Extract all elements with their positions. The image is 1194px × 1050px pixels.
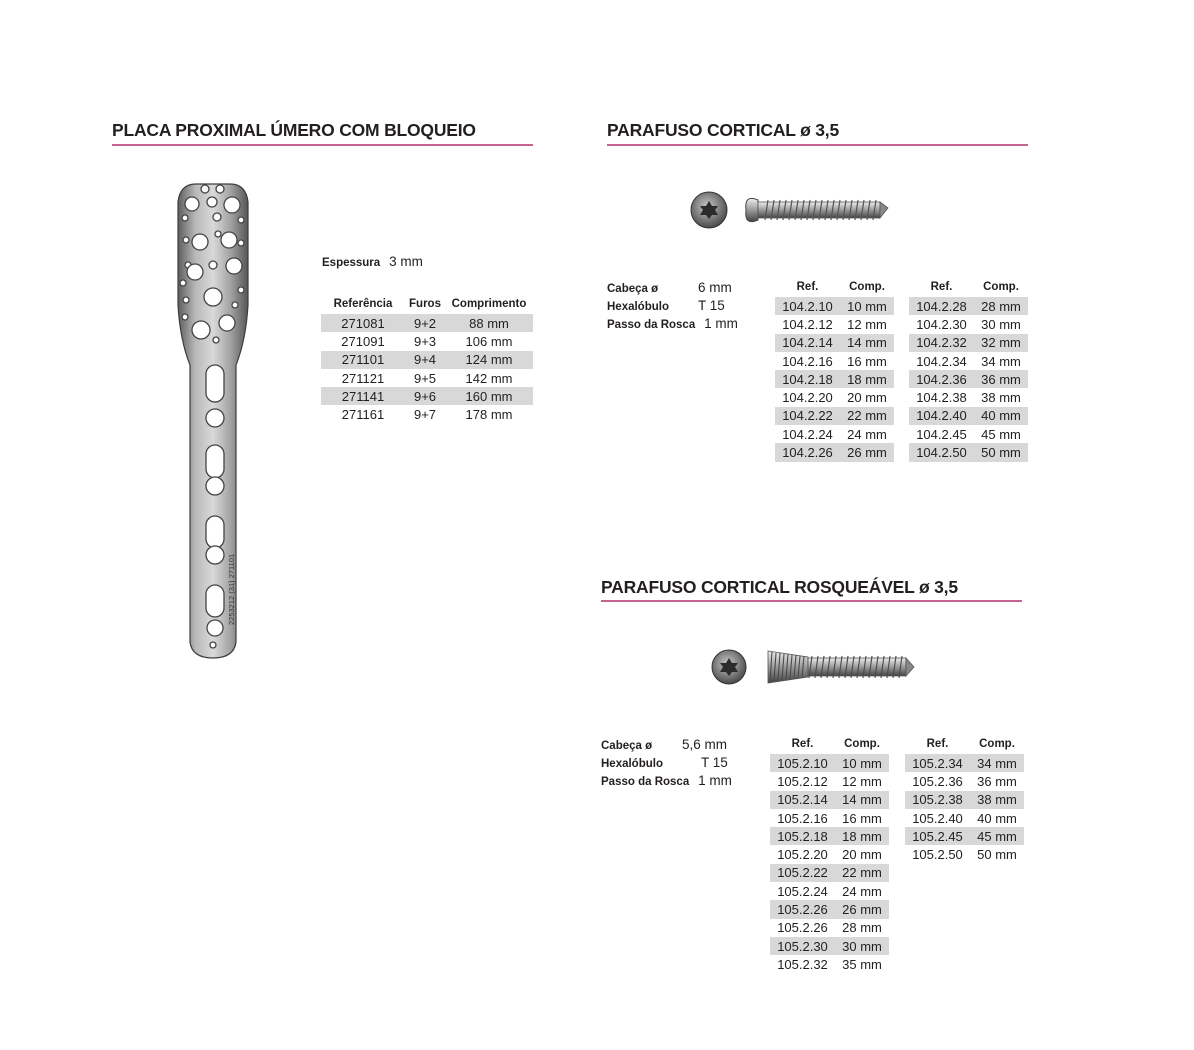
length-cell: 24 mm [847, 426, 887, 442]
holes-cell: 9+2 [405, 314, 445, 332]
length-cell: 34 mm [981, 353, 1021, 369]
length-cell: 106 mm [465, 333, 513, 349]
table-row [321, 351, 533, 369]
length-cell: 16 mm [847, 353, 887, 369]
table-row [321, 405, 533, 423]
cortical-screw-image [688, 188, 893, 234]
table-row [775, 370, 894, 388]
col-header-ref: Ref. [930, 281, 953, 293]
length-cell: 16 mm [842, 810, 882, 826]
ref-cell: 104.2.38 [916, 390, 967, 406]
thickness-label: Espessura [322, 257, 381, 269]
spec-label: Cabeça ø [607, 283, 659, 295]
length-cell: 30 mm [981, 316, 1021, 332]
length-cell: 26 mm [835, 900, 889, 918]
length-cell: 32 mm [974, 334, 1028, 352]
ref-cell: 104.2.10 [775, 297, 840, 315]
plate-thickness [322, 253, 423, 272]
table-row [770, 772, 889, 790]
table-row [775, 315, 894, 333]
length-cell: 36 mm [977, 773, 1017, 789]
spec-label: Hexalóbulo [607, 301, 669, 313]
locking-plate-image [168, 180, 258, 665]
ref-cell: 104.2.26 [775, 443, 840, 461]
spec-label: Passo da Rosca [601, 776, 690, 788]
length-cell: 10 mm [835, 754, 889, 772]
table-row [770, 900, 889, 918]
length-cell: 20 mm [842, 847, 882, 863]
table-row [909, 334, 1028, 352]
length-cell: 12 mm [842, 773, 882, 789]
ref-cell: 271081 [321, 314, 405, 332]
table-row [770, 864, 889, 882]
length-cell: 18 mm [835, 827, 889, 845]
length-cell: 14 mm [840, 334, 894, 352]
ref-cell: 104.2.45 [916, 426, 967, 442]
length-cell: 142 mm [465, 370, 513, 386]
ref-cell: 104.2.22 [775, 407, 840, 425]
ref-cell: 104.2.50 [909, 443, 974, 461]
table-row [770, 827, 889, 845]
table-row [909, 407, 1028, 425]
length-cell: 22 mm [835, 864, 889, 882]
ref-cell: 105.2.24 [777, 883, 828, 899]
length-cell: 50 mm [977, 847, 1017, 863]
threaded-section-title: PARAFUSO CORTICAL ROSQUEÁVEL ø 3,5 [601, 577, 958, 597]
spec-label: Passo da Rosca [607, 319, 696, 331]
ref-cell: 105.2.12 [777, 773, 828, 789]
length-cell: 35 mm [842, 956, 882, 972]
length-cell: 18 mm [840, 370, 894, 388]
ref-cell: 105.2.38 [905, 791, 970, 809]
cortical-section-title: PARAFUSO CORTICAL ø 3,5 [607, 120, 839, 140]
table-row [321, 314, 533, 332]
holes-cell: 9+4 [405, 351, 445, 369]
ref-cell: 104.2.28 [909, 297, 974, 315]
col-header-furos: Furos [409, 298, 441, 310]
ref-cell: 271091 [341, 333, 385, 349]
ref-cell: 271101 [321, 351, 405, 369]
ref-cell: 271161 [341, 407, 385, 423]
table-row [775, 352, 894, 370]
plate-title-rule [112, 144, 533, 146]
ref-cell: 105.2.30 [770, 937, 835, 955]
table-row [909, 388, 1028, 406]
ref-cell: 104.2.32 [909, 334, 974, 352]
ref-cell: 105.2.26 [777, 920, 828, 936]
table-row [909, 425, 1028, 443]
spec-value: T 15 [698, 298, 725, 313]
plate-engraving: 2253212 (31) 271101 [227, 553, 236, 625]
ref-cell: 104.2.30 [916, 316, 967, 332]
table-row [905, 809, 1024, 827]
spec-value: T 15 [701, 755, 728, 770]
length-cell: 10 mm [840, 297, 894, 315]
length-cell: 40 mm [974, 407, 1028, 425]
length-cell: 50 mm [974, 443, 1028, 461]
ref-cell: 105.2.10 [770, 754, 835, 772]
threaded-table-2 [905, 734, 1024, 864]
ref-cell: 104.2.36 [909, 370, 974, 388]
table-row [905, 772, 1024, 790]
cortical-spec-hexalobe [607, 297, 725, 316]
spec-label: Hexalóbulo [601, 758, 663, 770]
col-header-ref: Ref. [926, 738, 949, 750]
spec-value: 1 mm [698, 773, 732, 788]
holes-cell: 9+7 [413, 407, 437, 423]
length-cell: 160 mm [445, 387, 533, 405]
length-cell: 45 mm [970, 827, 1024, 845]
holes-cell: 9+3 [413, 333, 437, 349]
spec-value: 6 mm [698, 280, 732, 295]
length-cell: 14 mm [835, 791, 889, 809]
cortical-spec-head [607, 279, 732, 298]
length-cell: 22 mm [840, 407, 894, 425]
col-header-comprimento: Comprimento [451, 298, 527, 310]
ref-cell: 104.2.40 [909, 407, 974, 425]
threaded-spec-hexalobe [601, 754, 728, 773]
col-header-referencia: Referência [333, 298, 393, 310]
cortical-spec-pitch [607, 315, 738, 334]
length-cell: 20 mm [847, 390, 887, 406]
ref-cell: 105.2.22 [770, 864, 835, 882]
length-cell: 45 mm [981, 426, 1021, 442]
threaded-table-1 [770, 734, 889, 974]
length-cell: 34 mm [970, 754, 1024, 772]
ref-cell: 104.2.34 [916, 353, 967, 369]
table-header [770, 734, 889, 754]
table-row [775, 334, 894, 352]
length-cell: 28 mm [974, 297, 1028, 315]
table-row [775, 407, 894, 425]
table-row [775, 388, 894, 406]
table-row [321, 369, 533, 387]
ref-cell: 105.2.18 [770, 827, 835, 845]
table-row [770, 791, 889, 809]
spec-label: Cabeça ø [601, 740, 653, 752]
col-header-ref: Ref. [791, 738, 814, 750]
cortical-table-2 [909, 277, 1028, 462]
table-header [909, 277, 1028, 297]
table-row [905, 754, 1024, 772]
holes-cell: 9+6 [405, 387, 445, 405]
table-row [909, 370, 1028, 388]
ref-cell: 105.2.36 [912, 773, 963, 789]
ref-cell: 105.2.34 [905, 754, 970, 772]
table-row [770, 845, 889, 863]
table-row [905, 791, 1024, 809]
table-row [770, 809, 889, 827]
plate-table [321, 294, 533, 424]
col-header-comp: Comp. [844, 738, 880, 750]
threaded-title-rule [601, 600, 1022, 602]
table-row [909, 297, 1028, 315]
length-cell: 178 mm [465, 407, 513, 423]
ref-cell: 104.2.24 [782, 426, 833, 442]
table-row [770, 882, 889, 900]
col-header-comp: Comp. [849, 281, 885, 293]
col-header-comp: Comp. [983, 281, 1019, 293]
ref-cell: 104.2.20 [782, 390, 833, 406]
table-row [775, 425, 894, 443]
table-row [905, 827, 1024, 845]
length-cell: 26 mm [840, 443, 894, 461]
spec-value: 1 mm [704, 316, 738, 331]
ref-cell: 104.2.14 [775, 334, 840, 352]
ref-cell: 105.2.14 [770, 791, 835, 809]
length-cell: 38 mm [970, 791, 1024, 809]
table-row [905, 845, 1024, 863]
length-cell: 38 mm [981, 390, 1021, 406]
length-cell: 36 mm [974, 370, 1028, 388]
ref-cell: 105.2.26 [770, 900, 835, 918]
ref-cell: 271141 [321, 387, 405, 405]
table-row [770, 919, 889, 937]
table-row [321, 332, 533, 350]
table-row [321, 387, 533, 405]
table-row [909, 443, 1028, 461]
table-row [909, 352, 1028, 370]
table-header [775, 277, 894, 297]
ref-cell: 105.2.40 [912, 810, 963, 826]
table-row [770, 955, 889, 973]
length-cell: 12 mm [847, 316, 887, 332]
spec-value: 5,6 mm [682, 737, 728, 752]
table-row [770, 754, 889, 772]
ref-cell: 271121 [341, 370, 385, 386]
table-row [770, 937, 889, 955]
thickness-value: 3 mm [389, 254, 423, 269]
length-cell: 40 mm [977, 810, 1017, 826]
ref-cell: 104.2.18 [775, 370, 840, 388]
ref-cell: 105.2.32 [777, 956, 828, 972]
col-header-ref: Ref. [796, 281, 819, 293]
length-cell: 124 mm [445, 351, 533, 369]
holes-cell: 9+5 [413, 370, 437, 386]
ref-cell: 105.2.50 [912, 847, 963, 863]
table-row [775, 297, 894, 315]
length-cell: 88 mm [445, 314, 533, 332]
plate-table-header [321, 294, 533, 314]
threaded-screw-image [708, 645, 918, 691]
table-header [905, 734, 1024, 754]
col-header-comp: Comp. [979, 738, 1015, 750]
threaded-spec-pitch [601, 772, 732, 791]
length-cell: 24 mm [842, 883, 882, 899]
ref-cell: 104.2.16 [782, 353, 833, 369]
ref-cell: 104.2.12 [782, 316, 833, 332]
ref-cell: 105.2.45 [905, 827, 970, 845]
ref-cell: 105.2.16 [777, 810, 828, 826]
table-row [909, 315, 1028, 333]
cortical-title-rule [607, 144, 1028, 146]
length-cell: 28 mm [842, 920, 882, 936]
ref-cell: 105.2.20 [777, 847, 828, 863]
length-cell: 30 mm [835, 937, 889, 955]
cortical-table-1 [775, 277, 894, 462]
threaded-spec-head [601, 736, 727, 755]
plate-section-title: PLACA PROXIMAL ÚMERO COM BLOQUEIO [112, 120, 476, 140]
table-row [775, 443, 894, 461]
